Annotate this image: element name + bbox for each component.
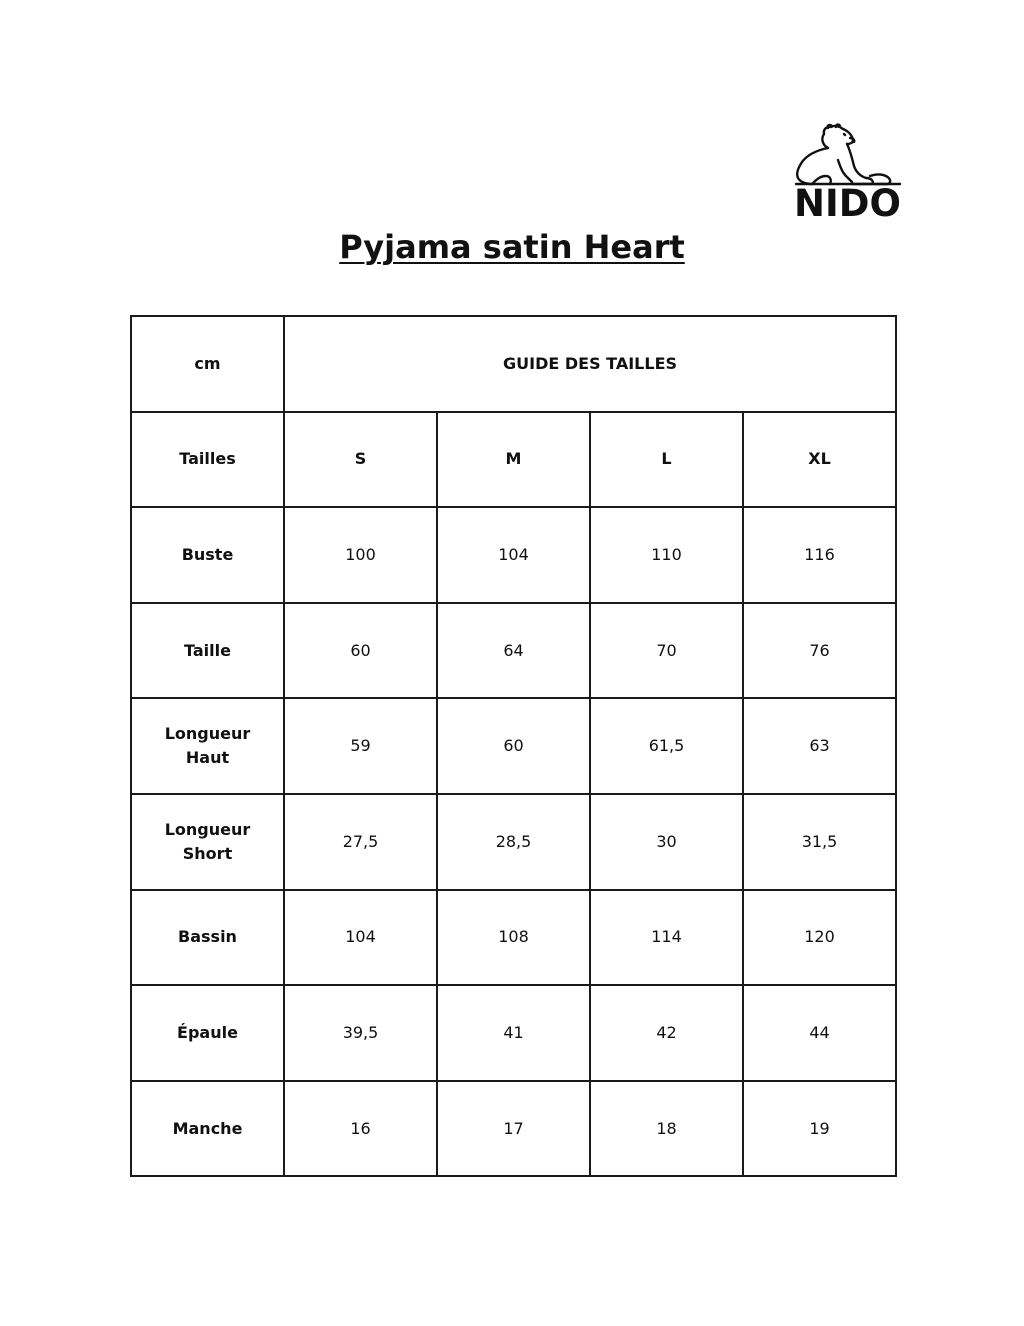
size-guide-table (130, 315, 897, 1177)
table-cell: 76 (743, 603, 896, 699)
table-cell: 110 (590, 507, 743, 603)
table-cell: 60 (437, 698, 590, 794)
table-cell: 28,5 (437, 794, 590, 890)
table-cell: 42 (590, 985, 743, 1081)
row-label: Longueur Haut (131, 698, 284, 794)
table-cell: 44 (743, 985, 896, 1081)
table-row (131, 603, 896, 699)
table-row (131, 985, 896, 1081)
size-header: L (590, 412, 743, 508)
table-cell: 63 (743, 698, 896, 794)
table-cell: 120 (743, 890, 896, 986)
table-cell: 60 (284, 603, 437, 699)
row-label: Épaule (131, 985, 284, 1081)
table-row (131, 698, 896, 794)
row-label: Bassin (131, 890, 284, 986)
sizes-label: Tailles (131, 412, 284, 508)
table-cell: 116 (743, 507, 896, 603)
row-label: Manche (131, 1081, 284, 1177)
table-cell: 100 (284, 507, 437, 603)
unit-label: cm (131, 316, 284, 412)
table-cell: 64 (437, 603, 590, 699)
table-row (131, 507, 896, 603)
sizes-row (131, 412, 896, 508)
table-cell: 31,5 (743, 794, 896, 890)
table-cell: 27,5 (284, 794, 437, 890)
brand-logo (790, 120, 910, 224)
table-cell: 70 (590, 603, 743, 699)
row-label: Taille (131, 603, 284, 699)
table-cell: 104 (284, 890, 437, 986)
table-cell: 19 (743, 1081, 896, 1177)
guide-label: GUIDE DES TAILLES (284, 316, 896, 412)
table-row (131, 794, 896, 890)
table-cell: 59 (284, 698, 437, 794)
table-cell: 17 (437, 1081, 590, 1177)
size-header: XL (743, 412, 896, 508)
size-header: M (437, 412, 590, 508)
table-cell: 18 (590, 1081, 743, 1177)
page-title: Pyjama satin Heart (339, 228, 685, 266)
table-row (131, 1081, 896, 1177)
table-cell: 39,5 (284, 985, 437, 1081)
table-cell: 30 (590, 794, 743, 890)
row-label: Longueur Short (131, 794, 284, 890)
table-cell: 114 (590, 890, 743, 986)
row-label: Buste (131, 507, 284, 603)
table-header-row (131, 316, 896, 412)
table-cell: 16 (284, 1081, 437, 1177)
table-cell: 61,5 (590, 698, 743, 794)
table-cell: 41 (437, 985, 590, 1081)
size-header: S (284, 412, 437, 508)
table-cell: 104 (437, 507, 590, 603)
brand-name: NIDO (794, 182, 901, 225)
table-cell: 108 (437, 890, 590, 986)
table-row (131, 890, 896, 986)
